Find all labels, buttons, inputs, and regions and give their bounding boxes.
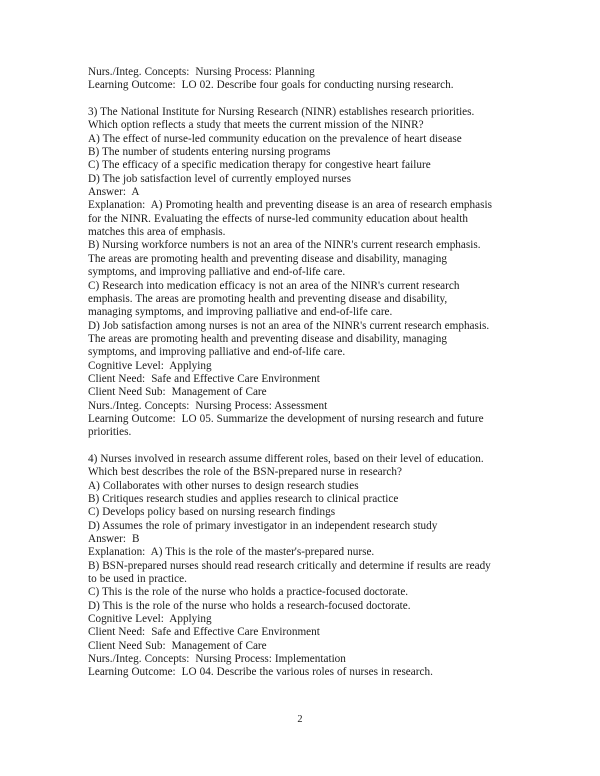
text-line: Learning Outcome: LO 04. Describe the various roles of nurses in research. [88,666,433,679]
blank-line [88,93,516,106]
text-line: symptoms, and improving palliative and end-of-life care. [88,346,346,359]
text-line: Explanation: A) This is the role of the master's-prepared nurse. [88,546,375,559]
text-line: Answer: B [88,533,140,546]
text-line: for the NINR. Evaluating the effects of nurse-led community education about health [88,212,468,225]
text-line: D) Assumes the role of primary investigator in an independent research study [88,519,438,532]
spacer [88,440,516,453]
question-3-block [88,106,516,440]
question-4-block [88,453,516,680]
text-line: D) This is the role of the nurse who holds a research-focused doctorate. [88,599,411,612]
text-line: C) Research into medication efficacy is not an area of the NINR's current research [88,279,460,292]
text-line: Explanation: A) Promoting health and preventing disease is an area of research emphasis [88,199,492,212]
page-number-footer: 2 [297,714,303,725]
text-line: emphasis. The areas are promoting health and preventing disease and disability, [88,292,448,305]
metadata-block-q2-tail [88,66,516,93]
blank-line [88,440,516,453]
text-line: B) BSN-prepared nurses should read research critically and determine if results are ready [88,559,491,572]
text-line: Nurs./Integ. Concepts: Nursing Process: Planning [88,66,315,78]
spacer [88,93,516,106]
text-line: Learning Outcome: LO 05. Summarize the development of nursing research and future [88,412,484,425]
text-line: B) Nursing workforce numbers is not an area of the NINR's current research emphasis. [88,239,481,252]
text-line: Client Need Sub: Management of Care [88,386,267,399]
text-line: B) Critiques research studies and applies research to clinical practice [88,493,399,505]
text-line: A) Collaborates with other nurses to design research studies [88,479,359,492]
text-line: C) This is the role of the nurse who holds a practice-focused doctorate. [88,586,409,599]
text-line: 3) The National Institute for Nursing Research (NINR) establishes research priorities. [88,106,475,119]
text-line: B) The number of students entering nursing programs [88,146,331,159]
text-line: The areas are promoting health and preventing disease and disability, managing [88,332,448,345]
text-line: Which best describes the role of the BSN-prepared nurse in research? [88,466,402,479]
text-line: 4) Nurses involved in research assume different roles, based on their level of education. [88,452,484,465]
text-line: Client Need: Safe and Effective Care Environment [88,372,320,385]
text-line: Nurs./Integ. Concepts: Nursing Process: Implementation [88,653,346,666]
text-line: Which option reflects a study that meets the current mission of the NINR? [88,119,424,132]
page-body-text [88,66,516,680]
text-line: The areas are promoting health and preventing disease and disability, managing [88,252,448,265]
text-line: symptoms, and improving palliative and end-of-life care. [88,266,346,279]
text-line: Cognitive Level: Applying [88,613,212,626]
text-line: A) The effect of nurse-led community education on the prevalence of heart disease [88,132,462,145]
text-line: managing symptoms, and improving palliative and end-of-life care. [88,306,393,319]
text-line: Cognitive Level: Applying [88,359,212,372]
text-line: D) Job satisfaction among nurses is not an area of the NINR's current research emphasis. [88,319,490,332]
text-line: Client Need: Safe and Effective Care Environment [88,626,320,639]
text-line: priorities. [88,426,132,439]
text-line: C) Develops policy based on nursing research findings [88,506,336,519]
text-line: Nurs./Integ. Concepts: Nursing Process: Assessment [88,399,328,412]
text-line: Answer: A [88,186,140,199]
text-line: D) The job satisfaction level of currently employed nurses [88,172,351,185]
text-line: Learning Outcome: LO 02. Describe four goals for conducting nursing research. [88,79,454,92]
text-line: matches this area of emphasis. [88,226,226,239]
text-line: to be used in practice. [88,573,187,586]
text-line: Client Need Sub: Management of Care [88,639,267,652]
text-line: C) The efficacy of a specific medication therapy for congestive heart failure [88,159,431,172]
